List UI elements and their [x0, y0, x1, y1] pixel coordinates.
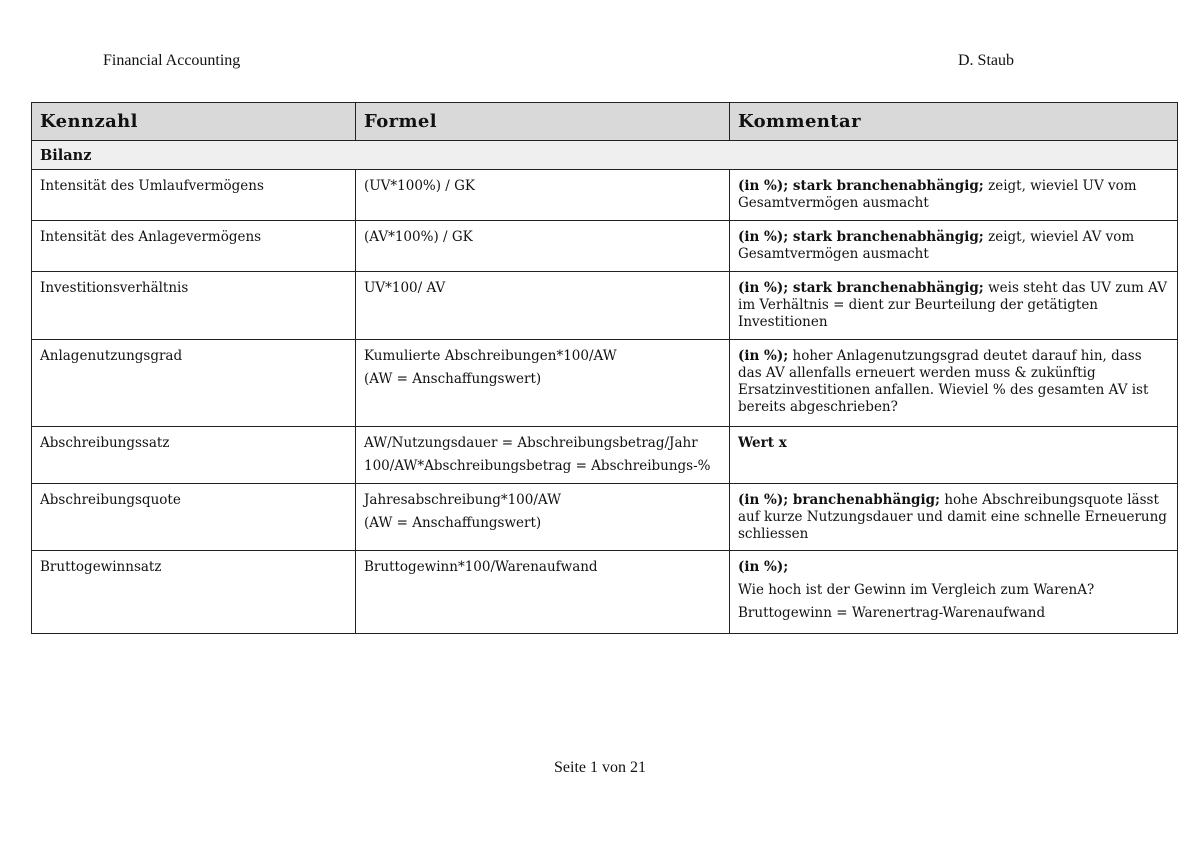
row-formula-note: (AW = Anschaffungswert) [364, 515, 542, 531]
row-comment-text: hohe Abschreibungsquote lässt auf kurze Nutzungsdauer und damit eine schnelle Erneuerung schliessen [738, 492, 1167, 542]
table-row [32, 340, 1178, 427]
row-name: Investitionsverhältnis [40, 280, 189, 296]
row-comment-bold: (in %); stark branchenabhängig; [738, 178, 984, 194]
table-row [32, 272, 1178, 340]
row-comment-bold: (in %); [738, 559, 789, 575]
row-comment [738, 178, 1169, 212]
header-author: D. Staub [958, 52, 1014, 69]
row-formula: Bruttogewinn*100/Warenaufwand [364, 559, 598, 575]
ratio-table [31, 102, 1178, 634]
page-number: Seite 1 von 21 [554, 759, 646, 776]
column-header-kennzahl: Kennzahl [32, 103, 356, 141]
row-comment-bold: (in %); branchenabhängig; [738, 492, 941, 508]
row-name: Anlagenutzungsgrad [40, 348, 183, 364]
row-name: Abschreibungsquote [40, 492, 181, 508]
row-comment [738, 348, 1169, 416]
row-comment-text: hoher Anlagenutzungsgrad deutet darauf hin, dass das AV allenfalls erneuert werden muss & zukünftig Ersatzinvestitionen anfallen. Wieviel % des gesamten AV ist bereits abgeschrieben? [738, 348, 1149, 415]
row-formula: (UV*100%) / GK [364, 178, 476, 194]
row-comment [738, 492, 1169, 543]
table-row [32, 484, 1178, 551]
table-header-row [32, 103, 1178, 141]
column-header-formel: Formel [356, 103, 730, 141]
section-label: Bilanz [32, 141, 1178, 170]
row-comment-bold: (in %); [738, 348, 789, 364]
row-formula-alt: 100/AW*Abschreibungsbetrag = Abschreibungs-% [364, 458, 711, 474]
row-comment [738, 280, 1169, 331]
column-header-kommentar: Kommentar [730, 103, 1178, 141]
row-name: Abschreibungssatz [40, 435, 170, 451]
row-comment [738, 559, 1169, 576]
row-comment-bold: (in %); stark branchenabhängig; [738, 229, 984, 245]
header-left-title: Financial Accounting [103, 52, 241, 69]
table-row [32, 551, 1178, 634]
row-name: Intensität des Anlagevermögens [40, 229, 262, 245]
row-comment-text: weis steht das UV zum AV im Verhältnis = dient zur Beurteilung der getätigten Investitionen [738, 280, 1167, 330]
row-formula: Kumulierte Abschreibungen*100/AW [364, 348, 617, 364]
row-formula: AW/Nutzungsdauer = Abschreibungsbetrag/Jahr [364, 435, 698, 451]
row-formula: (AV*100%) / GK [364, 229, 473, 245]
row-comment-bold: Wert x [738, 435, 787, 451]
row-comment-bold: (in %); stark branchenabhängig; [738, 280, 984, 296]
row-name: Bruttogewinnsatz [40, 559, 162, 575]
row-comment-text: zeigt, wieviel UV vom Gesamtvermögen ausmacht [738, 178, 1137, 211]
row-name: Intensität des Umlaufvermögens [40, 178, 264, 194]
row-formula: Jahresabschreibung*100/AW [364, 492, 561, 508]
row-comment-line: Bruttogewinn = Warenertrag-Warenaufwand [738, 605, 1046, 621]
row-comment-text: zeigt, wieviel AV vom Gesamtvermögen ausmacht [738, 229, 1135, 262]
table-row [32, 170, 1178, 221]
row-formula-note: (AW = Anschaffungswert) [364, 371, 542, 387]
row-comment [738, 229, 1169, 263]
row-comment-line: Wie hoch ist der Gewinn im Vergleich zum WarenA? [738, 582, 1095, 598]
row-formula: UV*100/ AV [364, 280, 446, 296]
section-row [32, 141, 1178, 170]
table-row [32, 221, 1178, 272]
table-row [32, 427, 1178, 484]
row-comment [738, 435, 1169, 452]
